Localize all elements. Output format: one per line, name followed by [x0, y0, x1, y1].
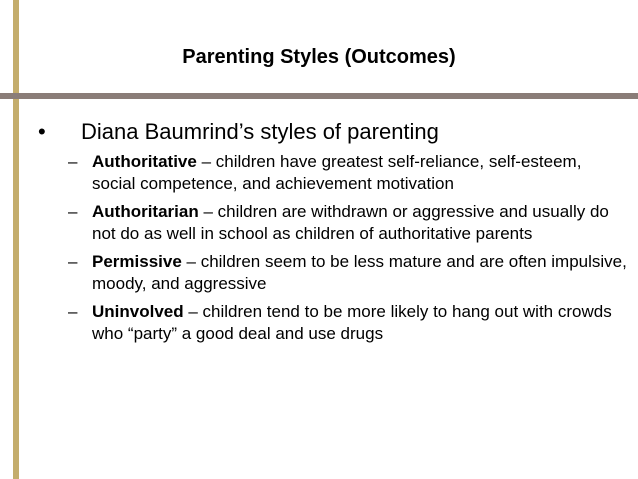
sub-item-authoritarian — [68, 201, 628, 245]
term-description: – children are withdrawn or aggressive and usually do not do as well in school as children of authoritative parents — [92, 202, 609, 243]
dash-marker: – — [68, 152, 78, 171]
slide-title: Parenting Styles (Outcomes) — [182, 46, 456, 68]
term-label: Permissive — [92, 252, 182, 271]
bullet-marker: • — [38, 119, 46, 144]
term-description: – children have greatest self-reliance, self-esteem, social competence, and achievement motivation — [92, 152, 582, 193]
dash-marker: – — [68, 302, 78, 321]
term-description: – children seem to be less mature and are often impulsive, moody, and aggressive — [92, 252, 627, 293]
sub-item-authoritative — [68, 151, 628, 195]
horizontal-divider-bar — [0, 93, 638, 99]
bullet-text: Diana Baumrind’s styles of parenting — [81, 119, 439, 144]
dash-marker: – — [68, 202, 78, 221]
dash-marker: – — [68, 252, 78, 271]
term-description: – children tend to be more likely to hang out with crowds who “party” a good deal and use drugs — [92, 302, 612, 343]
sub-item-uninvolved — [68, 301, 628, 345]
sub-bullet-list — [68, 151, 628, 351]
term-label: Authoritarian — [92, 202, 199, 221]
term-label: Authoritative — [92, 152, 197, 171]
sub-item-permissive — [68, 251, 628, 295]
term-label: Uninvolved — [92, 302, 184, 321]
